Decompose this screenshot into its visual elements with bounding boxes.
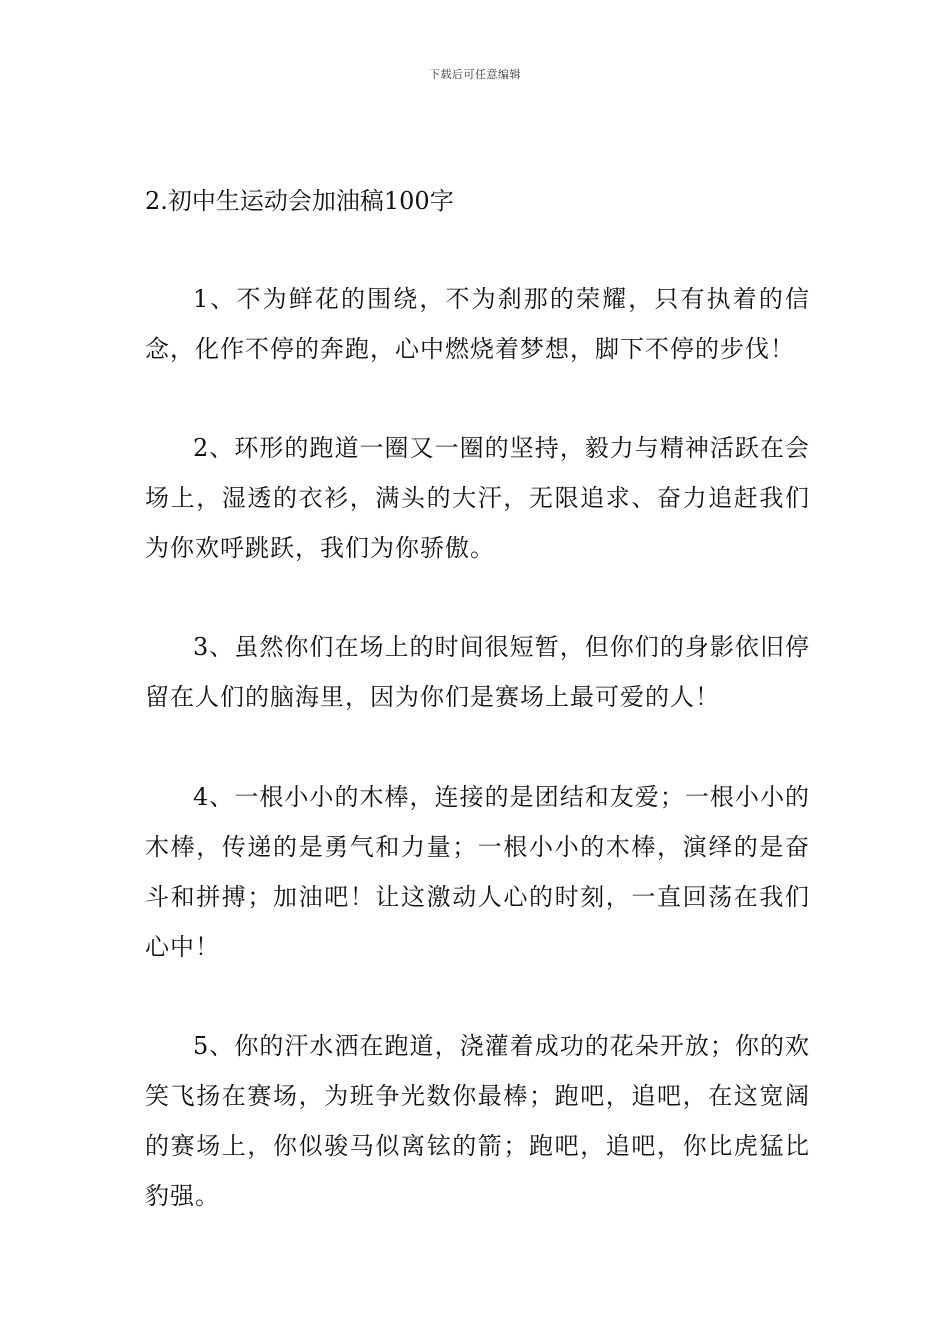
paragraph-4: 4、一根小小的木棒，连接的是团结和友爱；一根小小的木棒，传递的是勇气和力量；一根小小的木棒，演绎的是奋斗和拼搏；加油吧！让这激动人心的时刻，一直回荡在我们心中！ [145,783,810,961]
paragraph-1: 1、不为鲜花的围绕，不为刹那的荣耀，只有执着的信念，化作不停的奔跑，心中燃烧着梦想，脚下不停的步伐！ [145,285,810,363]
paragraph-2: 2、环形的跑道一圈又一圈的坚持，毅力与精神活跃在会场上，湿透的衣衫，满头的大汗，无限追求、奋力追赶我们为你欢呼跳跃，我们为你骄傲。 [145,434,810,562]
paragraph-5: 5、你的汗水洒在跑道，浇灌着成功的花朵开放；你的欢笑飞扬在赛场，为班争光数你最棒；跑吧，追吧，在这宽阔的赛场上，你似骏马似离铉的箭；跑吧，追吧，你比虎猛比豹强。 [145,1032,810,1210]
header-note: 下载后可任意编辑 [429,68,521,81]
paragraph-3: 3、虽然你们在场上的时间很短暂，但你们的身影依旧停留在人们的脑海里，因为你们是赛场上最可爱的人！ [145,633,810,711]
document-title: 2.初中生运动会加油稿100字 [145,187,454,215]
